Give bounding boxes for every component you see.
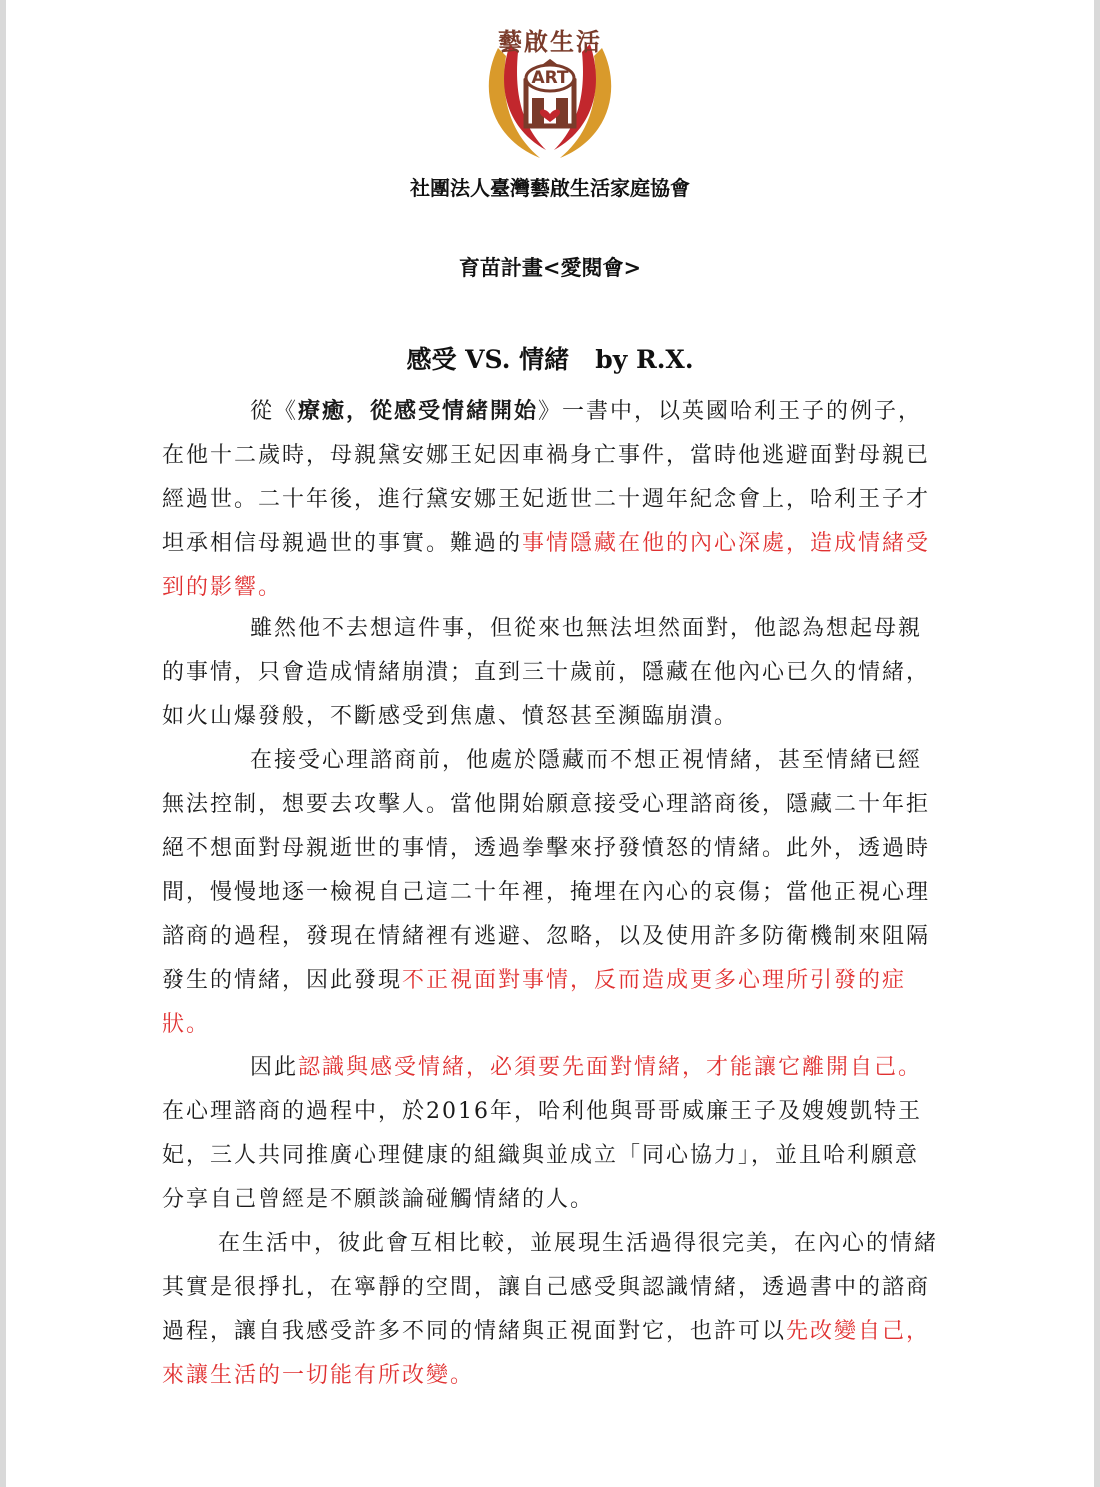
paragraph-3 <box>162 739 938 1047</box>
program-name: 育苗計畫<愛閱會> <box>458 255 642 280</box>
paragraph-5 <box>162 1222 938 1398</box>
organization-name: 社團法人臺灣藝啟生活家庭協會 <box>410 176 690 200</box>
article-title: 感受 VS. 情緒 by R.X. <box>406 345 694 374</box>
paragraph-1 <box>162 389 938 610</box>
text-run: 在接受心理諮商前，他處於隱藏而不想正視情緒，甚至情緒已經無法控制，想要去攻擊人。當他開始願意接受心理諮商後，隱藏二十年拒絕不想面對母親逝世的事情，透過拳擊來抒發憤怒的情緒。此外，透過時間，慢慢地逐一檢視自己這二十年裡，掩埋在內心的哀傷；當他正視心理諮商的過程，發現在情緒裡有逃避、忽略，以及使用許多防衛機制來阻隔發生的情緒，因此發現 <box>162 748 931 993</box>
page-edge-left <box>0 0 6 1487</box>
highlight-text: 不正視面對事情，反而造成更多心理所引發的症狀。 <box>162 968 907 1037</box>
logo-mark: ART <box>531 68 569 88</box>
highlight-text: 事情隱藏在他的內心深處，造成情緒受到的影響。 <box>162 531 931 600</box>
highlight-text: 認識與感受情緒，必須要先面對情緒，才能讓它離開自己。 <box>298 1055 923 1080</box>
text-run: 從《 <box>250 399 299 424</box>
text-run: 雖然他不去想這件事，但從來也無法坦然面對，他認為想起母親的事情，只會造成情緒崩潰；直到三十歲前，隱藏在他內心已久的情緒，如火山爆發般，不斷感受到焦慮、憤怒甚至瀕臨崩潰。 <box>162 616 931 729</box>
org-logo <box>470 8 630 168</box>
logo-text: 藝啟生活 <box>498 27 602 56</box>
text-run: 》一書中，以英國哈利王子的例子，在他十二歲時，母親黛安娜王妃因車禍身亡事件，當時他逃避面對母親已經過世。二十年後，進行黛安娜王妃逝世二十週年紀念會上，哈利王子才坦承相信母親過世的事實。難過的 <box>162 399 931 556</box>
page-edge-right <box>1094 0 1100 1487</box>
text-run: 在心理諮商的過程中，於2016年，哈利他與哥哥威廉王子及嫂嫂凱特王妃，三人共同推廣心理健康的組織與並成立「同心協力」，並且哈利願意分享自己曾經是不願談論碰觸情緒的人。 <box>162 1099 922 1212</box>
paragraph-4 <box>162 1046 938 1222</box>
text-run: 因此 <box>250 1055 299 1080</box>
paragraph-2 <box>162 607 938 739</box>
text-run: 在生活中，彼此會互相比較，並展現生活過得很完美，在內心的情緒其實是很掙扎，在寧靜的空間，讓自己感受與認識情緒，透過書中的諮商過程，讓自我感受許多不同的情緒與正視面對它，也許可以 <box>162 1231 939 1344</box>
highlight-text: 先改變自己，來讓生活的一切能有所改變。 <box>162 1319 931 1388</box>
book-title: 療癒，從感受情緒開始 <box>298 398 539 424</box>
